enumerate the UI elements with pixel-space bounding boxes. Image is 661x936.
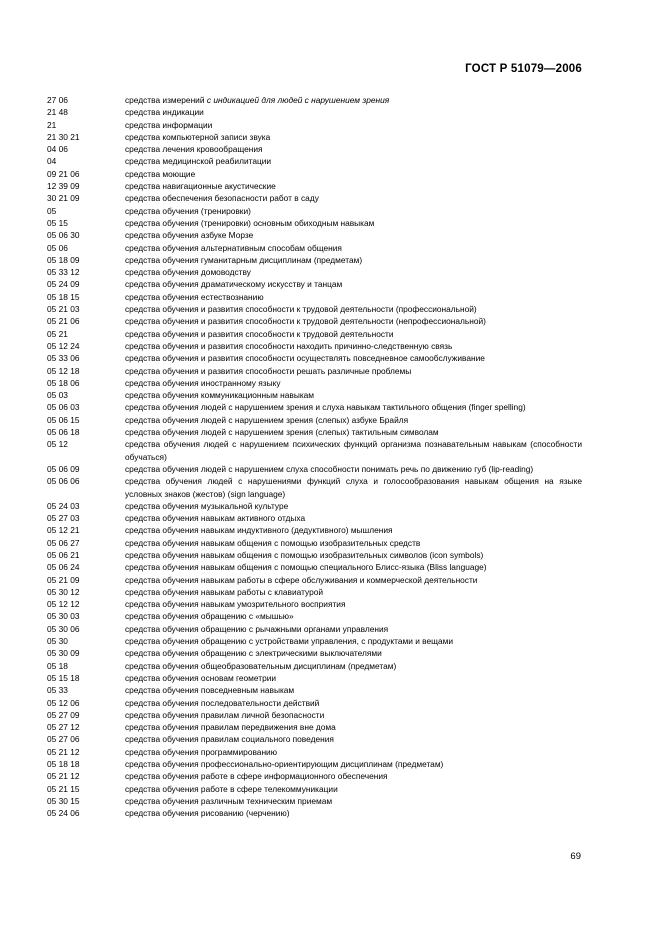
entry-code: 05 06 27 bbox=[47, 537, 80, 548]
entry-code: 05 06 09 bbox=[47, 463, 80, 474]
entry-term-text: средства обучения альтернативным способам общения bbox=[125, 242, 342, 253]
entry-code: 05 18 09 bbox=[47, 254, 80, 265]
entry-term bbox=[125, 746, 582, 758]
entry-term-text: средства обучения навыкам работы с клавиатурой bbox=[125, 586, 324, 597]
index-entry bbox=[47, 770, 582, 782]
index-entry bbox=[47, 217, 582, 229]
entry-code: 05 03 bbox=[47, 390, 68, 401]
entry-term-text: средства индикации bbox=[125, 107, 204, 118]
index-entry bbox=[47, 340, 582, 352]
entry-code: 05 12 21 bbox=[47, 525, 80, 536]
entry-code: 05 27 06 bbox=[47, 734, 80, 745]
entry-term bbox=[125, 647, 582, 659]
entry-term bbox=[125, 561, 582, 573]
index-entry bbox=[47, 733, 582, 745]
entry-term-text: средства обучения навыкам работы в сфере обслуживания и коммерческой деятельности bbox=[125, 574, 478, 585]
entry-code: 30 21 09 bbox=[47, 193, 80, 204]
entry-term-text: средства обучения драматическому искусству и танцам bbox=[125, 279, 343, 290]
entry-term bbox=[125, 438, 582, 463]
entry-term bbox=[125, 315, 582, 327]
entry-term bbox=[125, 291, 582, 303]
entry-code: 05 06 bbox=[47, 242, 68, 253]
entry-term-text: средства обучения обращению с рычажными органами управления bbox=[125, 623, 389, 634]
entry-term bbox=[125, 524, 582, 536]
index-entry bbox=[47, 574, 582, 586]
index-entry bbox=[47, 192, 582, 204]
index-entry bbox=[47, 500, 582, 512]
index-entry bbox=[47, 783, 582, 795]
entry-term-text: средства обучения музыкальной культуре bbox=[125, 500, 289, 511]
entry-term-text: средства обучения программированию bbox=[125, 746, 277, 757]
entry-code: 05 33 bbox=[47, 685, 68, 696]
index-entry bbox=[47, 155, 582, 167]
entry-code: 05 bbox=[47, 205, 57, 216]
entry-term-text: средства обучения навыкам активного отдыха bbox=[125, 513, 306, 524]
index-entry bbox=[47, 352, 582, 364]
entry-term bbox=[125, 119, 582, 131]
entry-term-text: средства измерений bbox=[125, 95, 207, 105]
entry-term-text: средства обучения людей с нарушением зрения (слепых) тактильным символам bbox=[125, 427, 439, 438]
entry-term-text: средства обучения и развития способности к трудовой деятельности bbox=[125, 328, 394, 339]
entry-term-text: средства обучения правилам личной безопасности bbox=[125, 709, 325, 720]
index-entry bbox=[47, 168, 582, 180]
entry-term bbox=[125, 106, 582, 118]
index-entry bbox=[47, 414, 582, 426]
entry-term-text: средства обучения гуманитарным дисциплинам (предметам) bbox=[125, 254, 363, 265]
entry-term bbox=[125, 500, 582, 512]
index-entry bbox=[47, 610, 582, 622]
entry-term-text: средства обучения и развития способности находить причинно-следственную связь bbox=[125, 340, 453, 351]
index-entry bbox=[47, 143, 582, 155]
entry-term bbox=[125, 758, 582, 770]
entry-term-text: средства обучения навыкам общения с помощью специального Блисс-языка (Bliss language) bbox=[125, 562, 487, 573]
entry-code: 05 21 06 bbox=[47, 316, 80, 327]
entry-code: 05 30 03 bbox=[47, 611, 80, 622]
index-entry bbox=[47, 438, 582, 463]
entry-term bbox=[125, 660, 582, 672]
index-entry bbox=[47, 389, 582, 401]
index-entry bbox=[47, 278, 582, 290]
entry-term-text: средства обучения обращению с «мышью» bbox=[125, 611, 294, 622]
entry-term-text: средства обучения иностранному языку bbox=[125, 377, 281, 388]
entry-code: 05 06 06 bbox=[47, 476, 80, 487]
entry-term-text: средства обучения обращению с электрическими выключателями bbox=[125, 648, 382, 659]
index-entry bbox=[47, 709, 582, 721]
index-entry bbox=[47, 254, 582, 266]
entry-code: 05 06 18 bbox=[47, 427, 80, 438]
entry-code: 05 06 03 bbox=[47, 402, 80, 413]
index-entry bbox=[47, 721, 582, 733]
entry-term bbox=[125, 155, 582, 167]
index-entry bbox=[47, 94, 582, 106]
entry-term bbox=[125, 303, 582, 315]
entry-term-text: средства обучения навыкам умозрительного восприятия bbox=[125, 599, 346, 610]
entry-code: 05 27 09 bbox=[47, 709, 80, 720]
index-entry bbox=[47, 647, 582, 659]
entry-code: 05 12 18 bbox=[47, 365, 80, 376]
entry-term bbox=[125, 733, 582, 745]
index-entry bbox=[47, 807, 582, 819]
entry-code: 04 06 bbox=[47, 144, 68, 155]
entry-term bbox=[125, 586, 582, 598]
entry-term bbox=[125, 635, 582, 647]
entry-term-text: средства обучения и развития способности решать различные проблемы bbox=[125, 365, 412, 376]
entry-code: 05 24 09 bbox=[47, 279, 80, 290]
index-entry bbox=[47, 524, 582, 536]
entry-term-text: средства обучения людей с нарушением слуха способности понимать речь по движению губ (lip-reading) bbox=[125, 463, 534, 474]
entry-code: 05 30 bbox=[47, 636, 68, 647]
index-entry bbox=[47, 303, 582, 315]
entry-term bbox=[125, 721, 582, 733]
entry-term-text: средства обучения правилам передвижения вне дома bbox=[125, 722, 336, 733]
index-entry bbox=[47, 586, 582, 598]
entry-term bbox=[125, 242, 582, 254]
entry-term bbox=[125, 610, 582, 622]
index-entry bbox=[47, 377, 582, 389]
entry-term bbox=[125, 574, 582, 586]
index-entry bbox=[47, 623, 582, 635]
index-entry bbox=[47, 463, 582, 475]
entry-term bbox=[125, 254, 582, 266]
index-entry bbox=[47, 672, 582, 684]
entry-term bbox=[125, 598, 582, 610]
entry-term-text: средства информации bbox=[125, 119, 213, 130]
entry-term-text: средства обучения различным техническим приемам bbox=[125, 795, 333, 806]
entry-term bbox=[125, 192, 582, 204]
entry-term bbox=[125, 401, 582, 413]
entry-code: 21 30 21 bbox=[47, 131, 80, 142]
entry-code: 05 21 03 bbox=[47, 304, 80, 315]
entry-term-text: средства обучения людей с нарушениями функций слуха и голосообразования навыкам общения на языке условных знаков (жестов) (sign language) bbox=[125, 476, 582, 499]
entry-term-italic: с индикацией для людей с нарушением зрения bbox=[206, 95, 390, 105]
entry-term-text: средства обучения работе в сфере телекоммуникации bbox=[125, 783, 338, 794]
entry-code: 05 21 15 bbox=[47, 783, 80, 794]
entry-term bbox=[125, 180, 582, 192]
entry-term bbox=[125, 229, 582, 241]
entry-term-text: средства обучения и развития способности к трудовой деятельности (непрофессиональной) bbox=[125, 316, 486, 327]
entry-code: 05 27 03 bbox=[47, 513, 80, 524]
index-entry bbox=[47, 561, 582, 573]
index-entry bbox=[47, 684, 582, 696]
entry-term bbox=[125, 807, 582, 819]
entry-term-text: средства обучения коммуникационным навыкам bbox=[125, 390, 315, 401]
index-entry bbox=[47, 180, 582, 192]
entry-term-text: средства обучения основам геометрии bbox=[125, 672, 277, 683]
entry-term bbox=[125, 278, 582, 290]
entry-term bbox=[125, 672, 582, 684]
entry-code: 05 30 12 bbox=[47, 586, 80, 597]
entry-term-text: средства обучения обращению с устройствами управления, с продуктами и вещами bbox=[125, 636, 454, 647]
entry-term bbox=[125, 168, 582, 180]
entry-term bbox=[125, 377, 582, 389]
entry-term-text: средства обучения общеобразовательным дисциплинам (предметам) bbox=[125, 660, 397, 671]
entry-term-text: средства обучения профессионально-ориентирующим дисциплинам (предметам) bbox=[125, 759, 444, 770]
index-entry bbox=[47, 106, 582, 118]
index-entry bbox=[47, 291, 582, 303]
entry-term-text: средства обучения навыкам общения с помощью изобразительных символов (icon symbols) bbox=[125, 549, 484, 560]
entry-term-text: средства обучения людей с нарушением психических функций организма познавательным навыкам (способности обучаться) bbox=[125, 439, 582, 462]
index-entry bbox=[47, 795, 582, 807]
index-list bbox=[47, 94, 582, 820]
index-entry bbox=[47, 229, 582, 241]
index-entry bbox=[47, 549, 582, 561]
entry-term bbox=[125, 623, 582, 635]
entry-code: 09 21 06 bbox=[47, 168, 80, 179]
entry-term-text: средства компьютерной записи звука bbox=[125, 131, 271, 142]
entry-term bbox=[125, 537, 582, 549]
entry-code: 05 18 18 bbox=[47, 759, 80, 770]
entry-code: 05 06 21 bbox=[47, 549, 80, 560]
entry-term-text: средства обучения рисованию (черчению) bbox=[125, 808, 290, 819]
entry-term bbox=[125, 217, 582, 229]
index-entry bbox=[47, 697, 582, 709]
entry-term bbox=[125, 365, 582, 377]
entry-term bbox=[125, 549, 582, 561]
index-entry bbox=[47, 401, 582, 413]
index-entry bbox=[47, 119, 582, 131]
index-entry bbox=[47, 598, 582, 610]
entry-code: 05 12 12 bbox=[47, 599, 80, 610]
entry-code: 05 21 09 bbox=[47, 574, 80, 585]
entry-code: 05 15 bbox=[47, 217, 68, 228]
entry-term bbox=[125, 352, 582, 364]
entry-term bbox=[125, 426, 582, 438]
entry-term bbox=[125, 340, 582, 352]
entry-term-text: средства обучения людей с нарушением зрения (слепых) азбуке Брайля bbox=[125, 414, 409, 425]
entry-term-text: средства обучения и развития способности к трудовой деятельности (профессиональной) bbox=[125, 304, 477, 315]
entry-term-text: средства обучения и развития способности осуществлять повседневное самообслуживание bbox=[125, 353, 485, 364]
entry-code: 05 24 03 bbox=[47, 500, 80, 511]
entry-term bbox=[125, 795, 582, 807]
entry-term bbox=[125, 684, 582, 696]
index-entry bbox=[47, 512, 582, 524]
entry-term bbox=[125, 143, 582, 155]
entry-term bbox=[125, 463, 582, 475]
entry-term bbox=[125, 709, 582, 721]
index-entry bbox=[47, 635, 582, 647]
entry-code: 05 21 12 bbox=[47, 746, 80, 757]
entry-term-text: средства обучения последовательности действий bbox=[125, 697, 320, 708]
index-entry bbox=[47, 131, 582, 143]
index-entry bbox=[47, 242, 582, 254]
entry-term-text: средства обучения естествознанию bbox=[125, 291, 264, 302]
entry-term-text: средства медицинской реабилитации bbox=[125, 156, 272, 167]
entry-term-text: средства обучения навыкам индуктивного (дедуктивного) мышления bbox=[125, 525, 393, 536]
entry-code: 05 30 15 bbox=[47, 795, 80, 806]
entry-term bbox=[125, 697, 582, 709]
entry-term bbox=[125, 389, 582, 401]
index-entry bbox=[47, 537, 582, 549]
index-entry bbox=[47, 328, 582, 340]
index-entry bbox=[47, 315, 582, 327]
entry-term bbox=[125, 783, 582, 795]
entry-code: 27 06 bbox=[47, 95, 68, 105]
entry-term-text: средства обучения работе в сфере информационного обеспечения bbox=[125, 771, 388, 782]
entry-term bbox=[125, 475, 582, 500]
index-entry bbox=[47, 475, 582, 500]
entry-term-text: средства моющие bbox=[125, 168, 196, 179]
entry-term-text: средства обучения правилам социального поведения bbox=[125, 734, 334, 745]
entry-term-text: средства обучения азбуке Морзе bbox=[125, 230, 254, 241]
entry-code: 04 bbox=[47, 156, 57, 167]
entry-code: 05 24 06 bbox=[47, 808, 80, 819]
entry-code: 05 33 12 bbox=[47, 267, 80, 278]
entry-code: 12 39 09 bbox=[47, 181, 80, 192]
index-entry bbox=[47, 660, 582, 672]
entry-code: 05 12 bbox=[47, 439, 68, 450]
entry-term bbox=[125, 94, 582, 106]
entry-term-text: средства обучения повседневным навыкам bbox=[125, 685, 295, 696]
entry-code: 05 30 09 bbox=[47, 648, 80, 659]
entry-code: 05 18 15 bbox=[47, 291, 80, 302]
entry-code: 05 18 06 bbox=[47, 377, 80, 388]
entry-term-text: средства обучения (тренировки) основным обиходным навыкам bbox=[125, 217, 375, 228]
entry-term-text: средства обучения домоводству bbox=[125, 267, 251, 278]
entry-term bbox=[125, 266, 582, 278]
entry-term bbox=[125, 770, 582, 782]
entry-code: 05 21 bbox=[47, 328, 68, 339]
entry-term bbox=[125, 205, 582, 217]
entry-term-text: средства лечения кровообращения bbox=[125, 144, 263, 155]
index-entry bbox=[47, 426, 582, 438]
entry-code: 21 48 bbox=[47, 107, 68, 118]
entry-code: 05 33 06 bbox=[47, 353, 80, 364]
index-entry bbox=[47, 365, 582, 377]
entry-code: 05 18 bbox=[47, 660, 68, 671]
entry-code: 05 15 18 bbox=[47, 672, 80, 683]
entry-code: 05 30 06 bbox=[47, 623, 80, 634]
entry-term bbox=[125, 328, 582, 340]
entry-term-text: средства обучения навыкам общения с помощью изобразительных средств bbox=[125, 537, 421, 548]
index-entry bbox=[47, 266, 582, 278]
entry-term bbox=[125, 512, 582, 524]
entry-code: 05 27 12 bbox=[47, 722, 80, 733]
entry-term-text: средства навигационные акустические bbox=[125, 181, 276, 192]
entry-term bbox=[125, 414, 582, 426]
entry-code: 05 21 12 bbox=[47, 771, 80, 782]
index-entry bbox=[47, 758, 582, 770]
entry-code: 05 06 24 bbox=[47, 562, 80, 573]
entry-term-text: средства обучения людей с нарушением зрения и слуха навыкам тактильного общения (finger spelling) bbox=[125, 402, 526, 413]
entry-code: 05 12 24 bbox=[47, 340, 80, 351]
page-number: 69 bbox=[570, 851, 581, 862]
entry-code: 05 06 15 bbox=[47, 414, 80, 425]
index-entry bbox=[47, 205, 582, 217]
entry-code: 05 12 06 bbox=[47, 697, 80, 708]
entry-code: 05 06 30 bbox=[47, 230, 80, 241]
entry-term-text: средства обеспечения безопасности работ в саду bbox=[125, 193, 319, 204]
entry-term bbox=[125, 131, 582, 143]
entry-term-text: средства обучения (тренировки) bbox=[125, 205, 251, 216]
index-entry bbox=[47, 746, 582, 758]
document-header: ГОСТ Р 51079—2006 bbox=[465, 63, 582, 75]
entry-code: 21 bbox=[47, 119, 57, 130]
